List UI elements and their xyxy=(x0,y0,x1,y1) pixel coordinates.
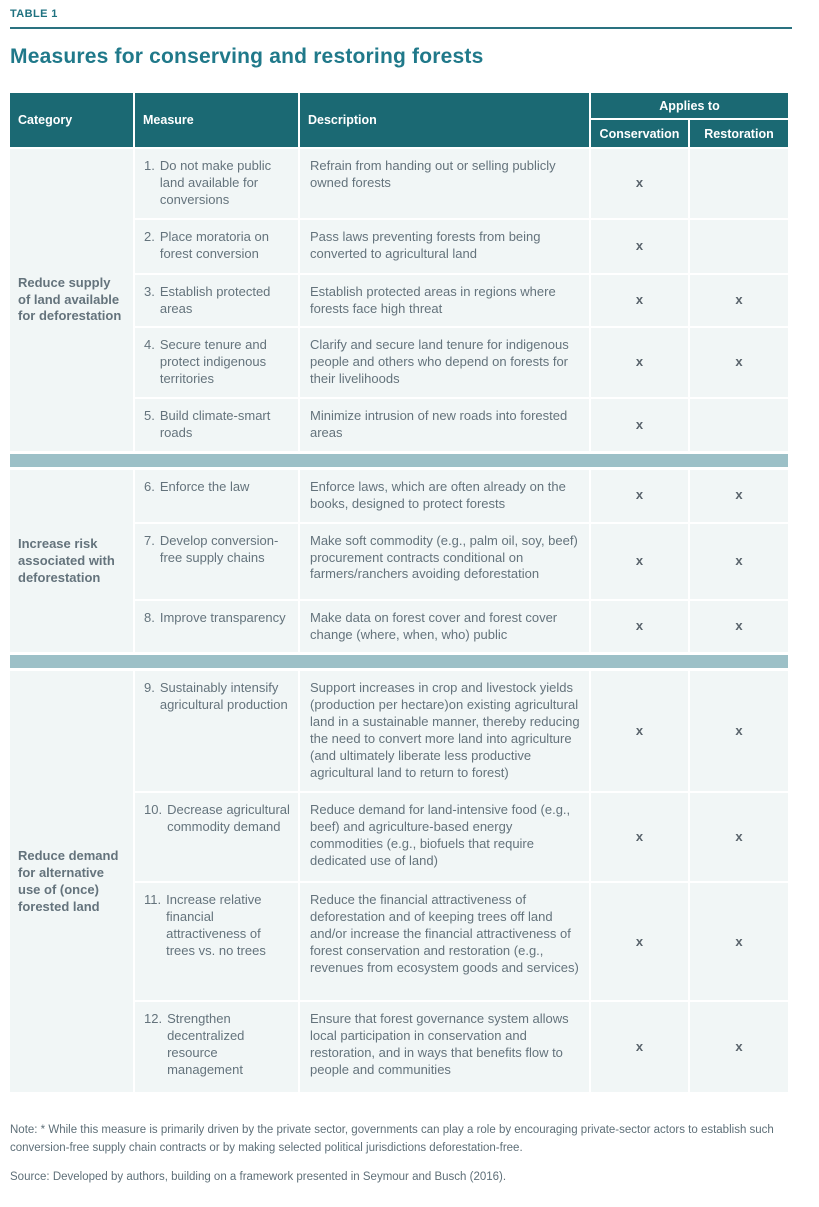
measure-text: Strengthen decentralized resource management xyxy=(167,1011,245,1078)
category-rows xyxy=(135,149,788,451)
measure-cell xyxy=(135,399,298,451)
conservation-mark: x xyxy=(591,671,688,791)
measure-cell xyxy=(135,793,298,881)
column-header-measure: Measure xyxy=(135,93,298,147)
measure-cell xyxy=(135,883,298,1000)
conservation-mark: x xyxy=(591,328,688,397)
description-cell: Make soft commodity (e.g., palm oil, soy, beef) procurement contracts conditional on farmers/ranchers avoiding deforestation xyxy=(300,524,589,599)
restoration-mark xyxy=(690,149,788,218)
table-row xyxy=(135,470,788,522)
table-body xyxy=(10,149,788,1092)
conservation-mark: x xyxy=(591,883,688,1000)
table-label: TABLE 1 xyxy=(10,8,58,20)
conservation-mark: x xyxy=(591,1002,688,1092)
table-row xyxy=(135,328,788,397)
measure-text: Enforce the law xyxy=(159,478,250,494)
restoration-mark: x xyxy=(690,671,788,791)
measure-number: 3. xyxy=(144,283,155,299)
column-header-applies-to: Applies to xyxy=(591,93,788,118)
restoration-mark: x xyxy=(690,601,788,653)
measure-text: Establish protected areas xyxy=(159,283,271,316)
measure-cell xyxy=(135,328,298,397)
description-cell: Ensure that forest governance system allows local participation in conservation and restoration, and in ways that benefits flow to people and communities xyxy=(300,1002,589,1092)
description-cell: Reduce the financial attractiveness of deforestation and of keeping trees off land and/or increase the financial attractiveness of forest conservation and restoration (e.g., revenues from ecosystem goods and services) xyxy=(300,883,589,1000)
measure-number: 1. xyxy=(144,158,155,173)
measure-number: 4. xyxy=(144,337,155,353)
table-row xyxy=(135,220,788,273)
column-header-description: Description xyxy=(300,93,589,147)
table-row xyxy=(135,793,788,881)
category-rows xyxy=(135,671,788,1092)
restoration-mark: x xyxy=(690,275,788,327)
description-cell: Clarify and secure land tenure for indigenous people and others who depend on forests for their livelihoods xyxy=(300,328,589,397)
measure-text: Develop conversion-free supply chains xyxy=(159,532,279,565)
table-title: Measures for conserving and restoring forests xyxy=(10,45,484,68)
description-cell: Minimize intrusion of new roads into forested areas xyxy=(300,399,589,451)
table-row xyxy=(135,524,788,599)
measure-cell xyxy=(135,1002,298,1092)
table-row xyxy=(135,671,788,791)
category-cell: Reduce supply of land available for deforestation xyxy=(10,149,133,451)
column-header-applies-group xyxy=(591,93,788,147)
restoration-mark: x xyxy=(690,524,788,599)
table-note: Note: * While this measure is primarily driven by the private sector, governments can play a role by encouraging private-sector actors to establish such conversion-free supply chain contracts or by making selected political jurisdictions deforestation-free. xyxy=(10,1124,774,1155)
restoration-mark: x xyxy=(690,470,788,522)
conservation-mark: x xyxy=(591,149,688,218)
table-header xyxy=(10,93,788,147)
table-row xyxy=(135,149,788,218)
measure-number: 7. xyxy=(144,532,155,548)
column-header-category: Category xyxy=(10,93,133,147)
description-cell: Reduce demand for land-intensive food (e.g., beef) and agriculture-based energy commodities (e.g., biofuels that require dedicated use of land) xyxy=(300,793,589,881)
description-cell: Establish protected areas in regions where forests face high threat xyxy=(300,275,589,327)
restoration-mark: x xyxy=(690,328,788,397)
conservation-mark: x xyxy=(591,220,688,273)
category-cell: Increase risk associated with deforestation xyxy=(10,470,133,653)
description-cell: Enforce laws, which are often already on the books, designed to protect forests xyxy=(300,470,589,522)
measure-cell xyxy=(135,524,298,599)
measure-number: 8. xyxy=(144,609,155,625)
description-cell: Support increases in crop and livestock yields (production per hectare)on existing agricultural land in a sustainable manner, thereby reducing the need to convert more land into agriculture (and ultimately liberate less productive agricultural land to return to forest) xyxy=(300,671,589,791)
description-cell: Pass laws preventing forests from being converted to agricultural land xyxy=(300,220,589,273)
table-row xyxy=(135,1002,788,1092)
measure-text: Secure tenure and protect indigenous territories xyxy=(159,337,267,387)
measure-cell xyxy=(135,220,298,273)
group-divider-band xyxy=(10,454,788,467)
restoration-mark: x xyxy=(690,793,788,881)
measure-text: Improve transparency xyxy=(159,609,286,625)
measure-text: Build climate-smart roads xyxy=(159,408,271,441)
divider-rule xyxy=(10,27,792,29)
measure-text: Increase relative financial attractiveness of trees vs. no trees xyxy=(166,892,266,959)
restoration-mark xyxy=(690,399,788,451)
measure-text: Do not make public land available for conversions xyxy=(159,158,272,207)
category-group xyxy=(10,671,788,1092)
category-group xyxy=(10,149,788,451)
table-row xyxy=(135,399,788,451)
column-header-restoration: Restoration xyxy=(690,120,788,147)
table-row xyxy=(135,275,788,327)
measure-number: 5. xyxy=(144,408,155,424)
conservation-mark: x xyxy=(591,399,688,451)
table-row xyxy=(135,883,788,1000)
category-group xyxy=(10,470,788,653)
measure-cell xyxy=(135,149,298,218)
description-cell: Refrain from handing out or selling publicly owned forests xyxy=(300,149,589,218)
table-source: Source: Developed by authors, building on a framework presented in Seymour and Busch (2016). xyxy=(10,1171,507,1184)
conservation-mark: x xyxy=(591,524,688,599)
conservation-mark: x xyxy=(591,793,688,881)
restoration-mark xyxy=(690,220,788,273)
column-header-conservation: Conservation xyxy=(591,120,688,147)
measure-text: Place moratoria on forest conversion xyxy=(159,228,269,261)
table-row xyxy=(135,601,788,653)
restoration-mark: x xyxy=(690,883,788,1000)
measure-number: 12. xyxy=(144,1011,163,1027)
conservation-mark: x xyxy=(591,275,688,327)
measure-cell xyxy=(135,601,298,653)
measure-number: 9. xyxy=(144,680,155,696)
category-rows xyxy=(135,470,788,653)
measure-number: 11. xyxy=(144,892,162,908)
measure-text: Decrease agricultural commodity demand xyxy=(167,802,290,835)
measure-cell xyxy=(135,470,298,522)
measure-number: 6. xyxy=(144,478,155,494)
measures-table xyxy=(10,93,788,1092)
group-divider-band xyxy=(10,655,788,668)
conservation-mark: x xyxy=(591,601,688,653)
measure-cell xyxy=(135,275,298,327)
measure-cell xyxy=(135,671,298,791)
measure-text: Sustainably intensify agricultural production xyxy=(159,680,288,713)
restoration-mark: x xyxy=(690,1002,788,1092)
conservation-mark: x xyxy=(591,470,688,522)
measure-number: 10. xyxy=(144,802,163,818)
category-cell: Reduce demand for alternative use of (once) forested land xyxy=(10,671,133,1092)
measure-number: 2. xyxy=(144,228,155,244)
description-cell: Make data on forest cover and forest cover change (where, when, who) public xyxy=(300,601,589,653)
